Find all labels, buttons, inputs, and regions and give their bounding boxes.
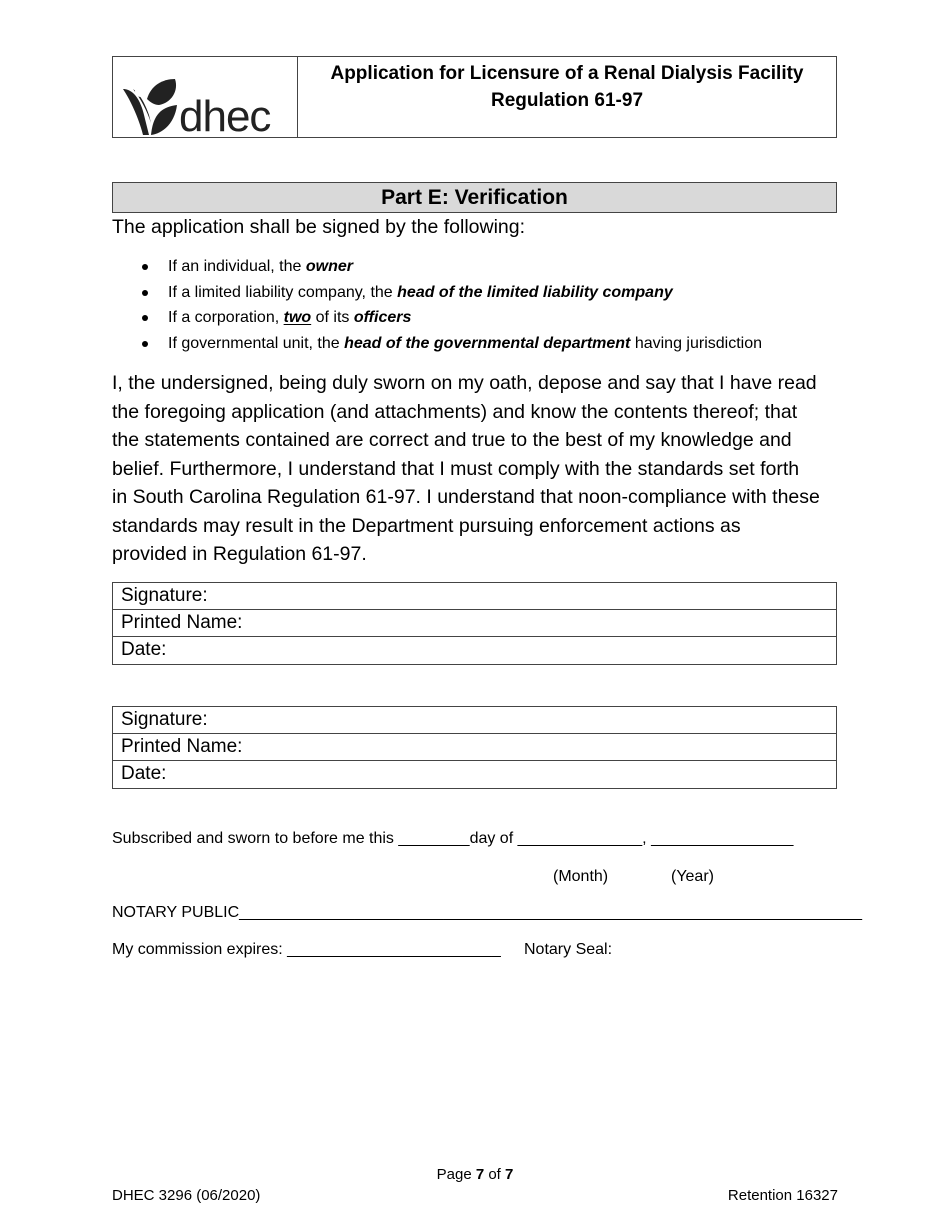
logo-wordmark: dhec (179, 92, 271, 141)
document-header (112, 56, 837, 141)
commission-expires-line[interactable]: My commission expires: ________________________ (112, 941, 501, 958)
signature-block-1 (112, 582, 837, 665)
intro-text: The application shall be signed by the following: (112, 216, 526, 238)
section-title: Part E: Verification (112, 182, 837, 213)
retention-number: Retention 16327 (727, 1187, 838, 1204)
signature-field[interactable]: Signature: (113, 707, 836, 734)
signer-list (112, 254, 762, 356)
form-id: DHEC 3296 (06/2020) (112, 1187, 261, 1204)
notary-public-line[interactable]: NOTARY PUBLIC______________________________________________________________________ (112, 904, 863, 921)
printed-name-field[interactable]: Printed Name: (113, 610, 836, 637)
list-item: If a corporation, two of its officers (112, 305, 762, 331)
list-item: If a limited liability company, the head of the limited liability company (112, 280, 762, 306)
signature-block-2 (112, 706, 837, 789)
palmetto-logo-icon (119, 75, 183, 139)
signature-field[interactable]: Signature: (113, 583, 836, 610)
dhec-logo (113, 57, 298, 141)
oath-paragraph: I, the undersigned, being duly sworn on my oath, depose and say that I have read the foregoing application (and attachments) and know the contents thereof; that the statements contained are correct and true to the best of my knowledge and belief. Furthermore, I understand that I must comply with the standards set forth in South Carolina Regulation 61-97. I understand that noon-compliance with these standards may result in the Department pursuing enforcement actions as provided in Regulation 61-97. (112, 372, 820, 565)
notary-seal-label: Notary Seal: (524, 941, 613, 958)
form-title-line2: Regulation 61-97 (490, 90, 644, 111)
form-title-line1: Application for Licensure of a Renal Dialysis Facility (330, 63, 804, 84)
subscribed-line[interactable]: Subscribed and sworn to before me this ________day of ______________, ________________ (112, 830, 794, 847)
date-field[interactable]: Date: (121, 763, 167, 784)
printed-name-field[interactable]: Printed Name: (113, 734, 836, 761)
list-item: If governmental unit, the head of the governmental department having jurisdiction (112, 331, 762, 357)
date-field[interactable]: Date: (121, 639, 167, 660)
form-title (298, 57, 836, 137)
list-item: If an individual, the owner (112, 254, 762, 280)
year-label: (Year) (671, 868, 714, 885)
month-label: (Month) (553, 868, 609, 885)
page-number: Page 7 of 7 (436, 1166, 514, 1183)
